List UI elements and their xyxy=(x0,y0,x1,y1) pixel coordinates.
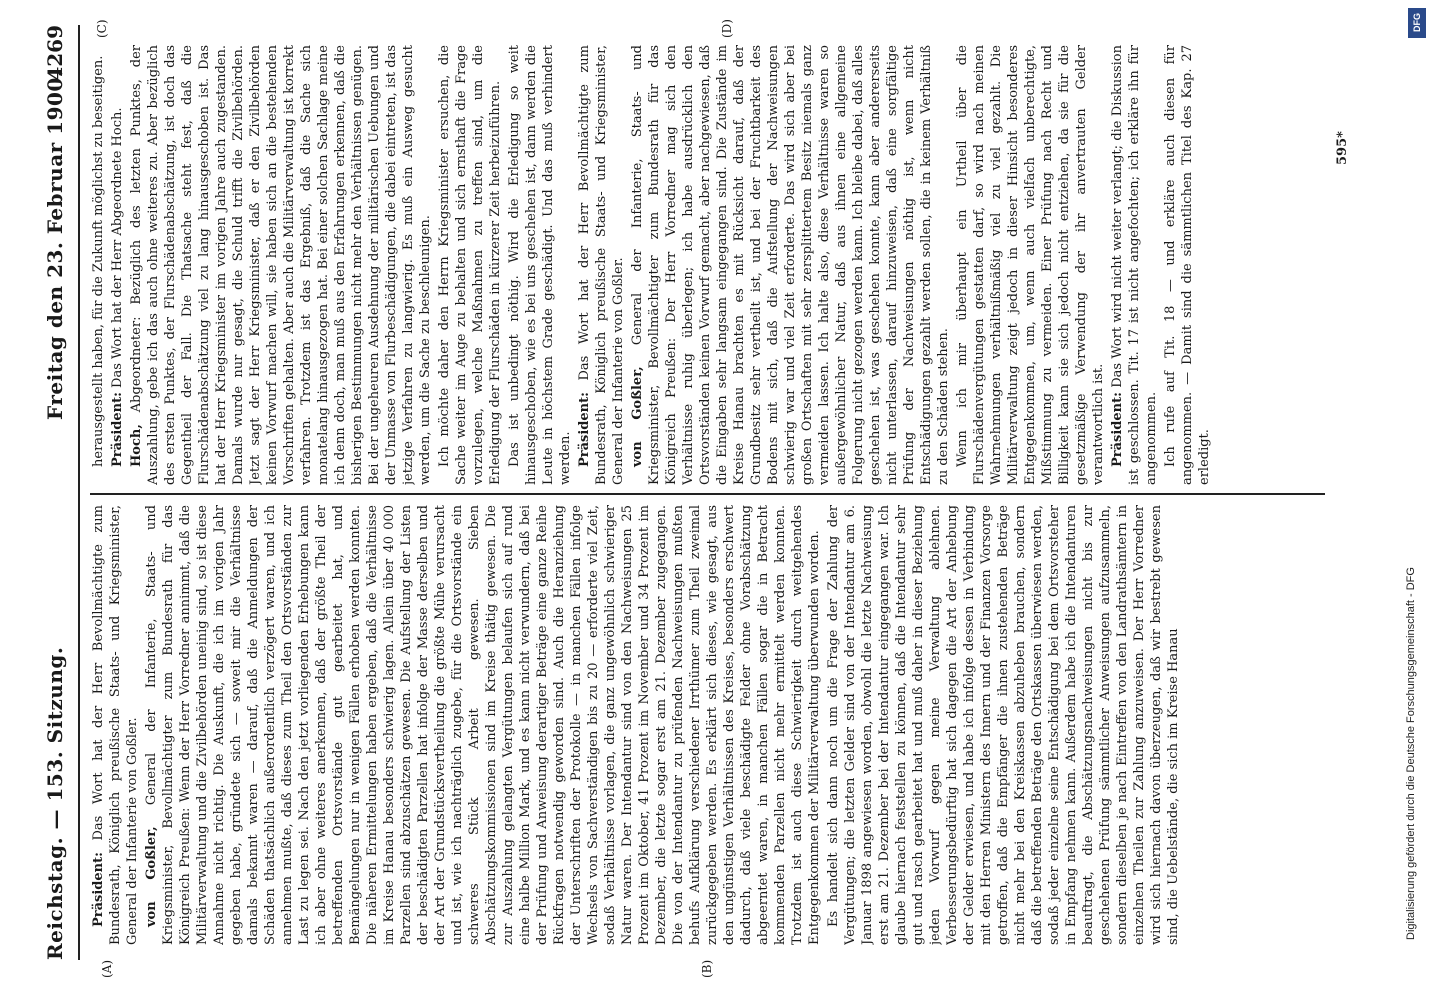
digitization-note: Digitalisierung gefördert durch die Deutsche Forschungsgemeinschaft - DFG xyxy=(1405,567,1417,940)
signature-mark: 595* xyxy=(1335,131,1350,165)
paragraph-text: Abgeordneter: Bezüglich des letzten Punktes, der Auszahlung, gebe ich das auch ohne weiteres zu. Aber bezüglich des ersten Punktes, der Flurschädenabschätzung, ist doch das Gegentheil der Fall. Die Thatsache steht fest, daß die Flurschädenabschätzung viel zu lang hinausgeschoben ist. Das hat der Herr Kriegsminister im vorigen Jahre auch zugestanden. Damals wurde nur gesagt, die Schuld trifft die Zivilbehörden. Jetzt sagt der Herr Kriegsminister, daß er den Zivilbehörden keinen Vorwurf machen will, sie haben sich an die bestehenden Vorschriften gehalten. Aber auch die Militärverwaltung ist korrekt verfahren. Trotzdem ist das Ergebniß, daß die Sache sich monatelang hinausgezogen hat. Bei einer solchen Sachlage meine ich denn doch, man muß aus den Erfahrungen erkennen, daß die bisherigen Bestimmungen nicht mehr den Verhältnissen genügen. Bei der ungeheuren Ausdehnung der militärischen Uebungen und der Unmasse von Flurbeschädigungen, die dabei eintreten, ist das jetzige Verfahren zu langwierig. Es muß ein Ausweg gesucht werden, um die Sache zu beschleunigen. xyxy=(129,45,433,485)
speaker-name: Präsident: xyxy=(1110,392,1125,467)
paragraph-text: Ich rufe auf Tit. 18 — und erkläre auch diesen für angenommen. — Damit sind die sämmtlichen Titel des Kap. 27 erledigt. xyxy=(1163,45,1212,485)
paragraph xyxy=(143,505,823,945)
paragraph xyxy=(90,45,107,485)
paragraph xyxy=(629,45,952,485)
column-divider xyxy=(90,493,1325,495)
right-column xyxy=(90,45,1320,485)
paragraph xyxy=(576,45,627,485)
paragraph xyxy=(1109,45,1160,485)
margin-letter-c: (C) xyxy=(95,19,109,38)
paragraph-text: Das Wort hat der Herr Abgeordnete Hoch. xyxy=(110,107,125,388)
speaker-name: Präsident: xyxy=(110,392,125,467)
paragraph-text: Es handelt sich dann noch um die Frage der Zahlung der Vergütungen; die letzten Gelder sind von der Intendantur am 6. Januar 1898 angewiesen worden, obwohl die letzte Nachweisung erst am 21. Dezember bei der Intendantur eingegangen war. Ich glaube hiernach feststellen zu können, daß die Intendantur sehr gut und rasch gearbeitet hat und muß daher in dieser Beziehung jeden Vorwurf gegen meine Verwaltung ablehnen. Verbesserungsbedürftig hat sich dagegen die Art der Anhebung der Gelder erwiesen, und habe ich infolge dessen in Verbindung mit den Herren Ministern des Innern und der Finanzen Vorsorge getroffen, daß die Empfänger die ihnen zustehenden Beträge nicht mehr bei den Kreiskassen abzuheben brauchen, sondern daß die betreffenden Beträge den Ortskassen überwiesen werden, sodaß jeder einzelne seine Entschädigung bei dem Ortsvorsteher in Empfang nehmen kann. Außerdem habe ich die Intendanturen beauftragt, die Abschätzungsnachweisungen nicht bis zur geschehenen Prüfung sämmtlicher Anweisungen aufzusammeln, sondern dieselben je nach Eintreffen von den Landrathsämtern in einzelnen Theilen zur Zahlung anzuweisen. Der Herr Vorredner wird sich hiernach davon überzeugen, daß wir bestrebt gewesen sind, die Uebelstände, die sich im Kreise Hanau xyxy=(826,505,1181,945)
paragraph xyxy=(128,45,434,485)
speaker-name: von Goßler, xyxy=(630,366,645,467)
paragraph xyxy=(90,505,141,945)
paragraph xyxy=(825,505,1182,945)
paragraph xyxy=(1162,45,1213,485)
paragraph xyxy=(954,45,1107,485)
margin-letter-a: (A) xyxy=(100,959,114,978)
paragraph-text: Das Wort wird nicht weiter verlangt; die Diskussion ist geschlossen. Tit. 17 ist nicht angefochten; ich erkläre ihn für angenommen. xyxy=(1110,45,1159,485)
paragraph-text: Wenn ich mir überhaupt ein Urtheil über die Flurschädenvergütungen gestatten darf, so wird nach meinen Wahrnehmungen verhältnißmäßig viel zu viel gezahlt. Die Militärverwaltung zeigt jedoch in dieser Hinsicht besonderes Entgegenkommen, um, wenn auch vielfach unberechtigte, Mißstimmung zu vermeiden. Einer Prüfung nach Recht und Billigkeit kann sie sich jedoch nicht entziehen, da sie für die gesetzmäßige Verwendung der ihr anvertrauten Gelder verantwortlich ist. xyxy=(955,45,1106,485)
paragraph xyxy=(109,45,126,485)
speaker-name: Präsident: xyxy=(577,392,592,467)
header-session-title: Reichstag. — 153. Sitzung. xyxy=(43,646,67,960)
paragraph-text: Das Wort hat der Herr Bevollmächtigte zum Bundesrath, Königlich preußische Staats- und Kriegsminister, General der Infanterie von Goßler. xyxy=(577,45,626,485)
page-header xyxy=(35,25,75,960)
speaker-name: Hoch, xyxy=(129,424,144,467)
paragraph-text: herausgestellt haben, für die Zukunft möglichst zu beseitigen. xyxy=(91,55,106,467)
paragraph-text: Das ist unbedingt nöthig. Wird die Erledigung so weit hinausgeschoben, wie es bei uns geschehen ist, dann werden die Leute in höchstem Grade geschädigt. Und das muß verhindert werden. xyxy=(507,45,573,485)
paragraph-text: General der Infanterie, Staats- und Kriegsminister, Bevollmächtigter zum Bundesrath für das Königreich Preußen: Der Herr Vorredner mag sich den Verhältnisse ruhig überlegen; ich habe ausdrücklich den Ortsvorständen keinen Vorwurf gemacht, aber nachgewiesen, daß die Eingaben sehr langsam eingegangen sind. Die Zustände im Kreise Hanau brachten es mit Rücksicht darauf, daß der Grundbesitz sehr vertheilt ist, und bei der Fruchtbarkeit des Bodens mit sich, daß die Aufstellung der Nachweisungen schwierig war und viel Zeit erforderte. Das wird sich aber bei großen Ortschaften mit sehr zersplittertem Besitz niemals ganz vermeiden lassen. Ich halte also, diese Verhältnisse waren so außergewöhnlicher Natur, daß aus ihnen eine allgemeine Folgerung nicht gezogen werden kann. Ich bleibe dabei, daß alles geschehen ist, was geschehen konnte, kann aber andererseits nicht unterlassen, darauf hinzuweisen, daß eine sorgfältige Prüfung der Nachweisungen nöthig ist, wenn nicht Entschädigungen gezahlt werden sollen, die in keinem Verhältniß zu den Schäden stehen. xyxy=(630,45,951,485)
header-rule xyxy=(78,25,80,960)
paragraph-text: General der Infanterie, Staats- und Kriegsminister, Bevollmächtigter zum Bundesrath für das Königreich Preußen: Wenn der Herr Vorredner annimmt, daß die Militärverwaltung und die Zivilbehörden uneinig sind, so ist diese Annahme nicht richtig. Die Auskunft, die ich im vorigen Jahr gegeben habe, gründete sich — soweit mir die Verhältnisse damals bekannt waren — darauf, daß die Anmeldungen der Schäden thatsächlich außerordentlich verzögert waren, und ich annehmen mußte, daß dieses zum Theil den Ortsvorständen zur Last zu legen sei. Nach den jetzt vorliegenden Erhebungen kann ich aber ohne weiteres anerkennen, daß der größte Theil der betreffenden Ortsvorstände gut gearbeitet hat, und Bemängelungen nur in wenigen Fällen erhoben werden konnten. Die näheren Ermittelungen haben ergeben, daß die Verhältnisse im Kreise Hanau besonders schwierig lagen. Allein über 40 000 Parzellen sind abzuschätzen gewesen. Die Aufstellung der Listen der beschädigten Parzellen hat infolge der Masse derselben und der Art der Grundstücksvertheilung die größte Mühe verursacht und ist, wie ich nachträglich zugebe, für die Ortsvorstände ein schweres Stück Arbeit gewesen. Sieben Abschätzungskommissionen sind im Kreise thätig gewesen. Die zur Auszahlung gelangten Vergütungen belaufen sich auf rund eine halbe Million Mark, und es kann nicht verwundern, daß bei der Prüfung und Anweisung derartiger Beträge eine ganze Reihe Rückfragen notwendig geworden sind. Auch die Heranziehung der Unterschriften der Protokolle — in manchen Fällen infolge Wechsels von Sachverständigen bis zu 20 — erforderte viel Zeit, sodaß Verhältnisse vorlagen, die ganz ungewöhnlich schwieriger Natur waren. Der Intendantur sind von den Nachweisungen 25 Prozent im Oktober, 41 Prozent im November und 34 Prozent im Dezember, die letzte sogar erst am 21. Dezember zugegangen. Die von der Intendantur zu prüfenden Nachweisungen mußten behufs Aufklärung verschiedener Irrthümer zum Theil zweimal zurückgegeben werden. Es erklärt sich dieses, wie gesagt, aus den ungünstigen Verhältnissen des Kreises, besonders erschwert dadurch, daß viele beschädigte Felder ohne Vorabschätzung abgeerntet waren, in manchen Fällen sogar die in Betracht kommenden Parzellen nicht mehr ermittelt werden konnten. Trotzdem ist auch diese Schwierigkeit durch weitgehendes Entgegenkommen der Militärverwaltung überwunden worden. xyxy=(144,505,822,945)
header-date: Freitag den 23. Februar 1900. xyxy=(43,69,67,420)
paragraph-text: Ich möchte daher den Herrn Kriegsminister ersuchen, die Sache weiter im Auge zu behalten und sich ernsthaft die Frage vorzulegen, welche Maßnahmen zu treffen sind, um die Erledigung der Flurschäden in kürzerer Zeit herbeizuführen. xyxy=(437,45,503,485)
margin-letter-b: (B) xyxy=(700,959,714,978)
left-column xyxy=(90,505,1320,945)
dfg-logo: DFG xyxy=(1408,8,1426,38)
page-number: 4269 xyxy=(43,25,67,81)
speaker-name: Präsident: xyxy=(91,852,106,927)
paragraph xyxy=(436,45,504,485)
paragraph xyxy=(506,45,574,485)
margin-letter-d: (D) xyxy=(720,19,734,38)
paragraph-text: Das Wort hat der Herr Bevollmächtigte zum Bundesrath, Königlich preußische Staats- und Kriegsminister, General der Infanterie von Goßler. xyxy=(91,505,140,945)
speaker-name: von Goßler, xyxy=(144,826,159,927)
